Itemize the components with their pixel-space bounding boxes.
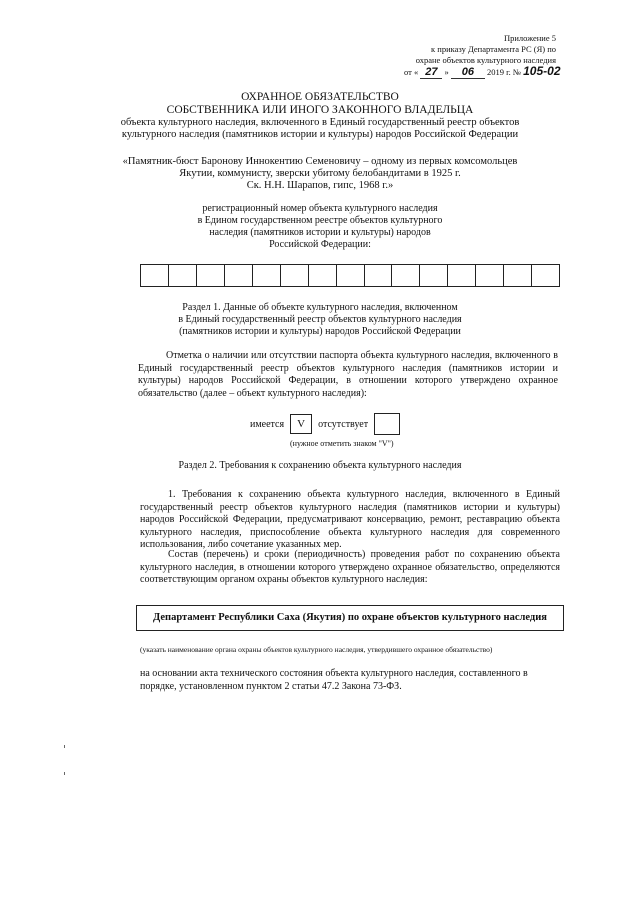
registration-digit-cell[interactable] [141, 265, 169, 286]
registration-digit-cell[interactable] [225, 265, 253, 286]
registration-line-3: наследия (памятников истории и культуры) народов [209, 227, 431, 238]
registration-digit-cell[interactable] [392, 265, 420, 286]
title-line-2: СОБСТВЕННИКА ИЛИ ИНОГО ЗАКОННОГО ВЛАДЕЛЬЦА [166, 104, 474, 116]
title-line-4: культурного наследия (памятников истории и культуры) народов Российской Федерации [121, 129, 519, 140]
registration-digit-cell[interactable] [197, 265, 225, 286]
object-name-line-3: Ск. Н.Н. Шарапов, гипс, 1968 г.» [246, 180, 394, 191]
section1-heading-line-1: Раздел 1. Данные об объекте культурного наследия, включенном [182, 302, 458, 313]
checkbox-note: (нужное отметить знаком "V") [290, 439, 394, 448]
title-line-1: ОХРАННОЕ ОБЯЗАТЕЛЬСТВО [241, 91, 399, 103]
registration-digit-cell[interactable] [448, 265, 476, 286]
date-prefix: от « [404, 67, 419, 77]
registration-digit-cell[interactable] [420, 265, 448, 286]
object-name-line-2: Якутии, коммунисту, зверски убитому белобандитами в 1925 г. [179, 168, 461, 179]
absent-passport-checkbox[interactable] [374, 413, 400, 435]
date-month: 06 [451, 67, 485, 79]
margin-mark [64, 745, 65, 748]
has-passport-checkbox[interactable]: V [290, 414, 312, 434]
section1-heading-line-3: (памятников истории и культуры) народов Российской Федерации [179, 326, 461, 337]
registration-digit-cell[interactable] [504, 265, 532, 286]
requirements-paragraph: 1. Требования к сохранению объекта культурного наследия, включенного в Единый государственный реестр объектов культурного наследия (памятников истории и культуры) народов Российской Федерации, предусматривают консервацию, ремонт, реставрацию объекта культурного наследия, приспособление объекта культурного наследия для современного использования, либо сочетание указанных мер. [140, 489, 560, 550]
registration-digit-cell[interactable] [169, 265, 197, 286]
registration-digit-cell[interactable] [365, 265, 393, 286]
basis-paragraph: на основании акта технического состояния объекта культурного наследия, составленного в порядке, установленном пунктом 2 статьи 47.2 Закона 73-ФЗ. [140, 668, 528, 692]
date-mid: » [444, 67, 449, 77]
passport-checkbox-row [250, 413, 400, 435]
registration-line-1: регистрационный номер объекта культурного наследия [202, 203, 438, 214]
title-line-3: объекта культурного наследия, включенного в Единый государственный реестр объектов [120, 117, 520, 128]
has-passport-label: имеется [250, 418, 285, 430]
section1-heading-line-2: в Единый государственный реестр объектов культурного наследия [178, 314, 462, 325]
registration-digit-cell[interactable] [281, 265, 309, 286]
absent-passport-label: отсутствует [318, 418, 369, 430]
margin-mark [64, 772, 65, 775]
registration-digit-cell[interactable] [532, 265, 559, 286]
date-year: 2019 г. № [486, 67, 521, 77]
order-number: 105-02 [523, 64, 561, 78]
registration-digit-cell[interactable] [253, 265, 281, 286]
appendix-line-3: охране объектов культурного наследия [415, 55, 556, 65]
registration-number-field[interactable] [140, 264, 560, 287]
department-field[interactable]: Департамент Республики Саха (Якутия) по охране объектов культурного наследия [136, 605, 564, 631]
appendix-line-1: Приложение 5 [504, 33, 556, 43]
object-name-line-1: «Памятник-бюст Баронову Иннокентию Семеновичу – одному из первых комсомольцев [122, 156, 518, 167]
registration-line-4: Российской Федерации: [269, 239, 371, 250]
registration-line-2: в Едином государственном реестре объектов культурного [197, 215, 443, 226]
department-note: (указать наименование органа охраны объектов культурного наследия, утвердившего охранное обязательство) [140, 645, 493, 654]
registration-digit-cell[interactable] [337, 265, 365, 286]
registration-digit-cell[interactable] [309, 265, 337, 286]
section2-heading: Раздел 2. Требования к сохранению объекта культурного наследия [178, 460, 462, 471]
registration-digit-cell[interactable] [476, 265, 504, 286]
appendix-block [356, 33, 556, 66]
works-paragraph: Состав (перечень) и сроки (периодичность) проведения работ по сохранению объекта культурного наследия, в отношении которого утверждено охранное обязательство, определяются соответствующим органом охраны объектов культурного наследия: [140, 549, 560, 585]
appendix-date-line [404, 66, 584, 79]
date-day: 27 [420, 67, 442, 79]
appendix-line-2: к приказу Департамента РС (Я) по [431, 44, 556, 54]
passport-paragraph: Отметка о наличии или отсутствии паспорта объекта культурного наследия, включенного в Единый государственный реестр объектов культурного наследия (памятников истории и культуры) народов Российской Федерации, в отношении которого утверждено охранное обязательство (далее – объект культурного наследия): [138, 350, 558, 399]
